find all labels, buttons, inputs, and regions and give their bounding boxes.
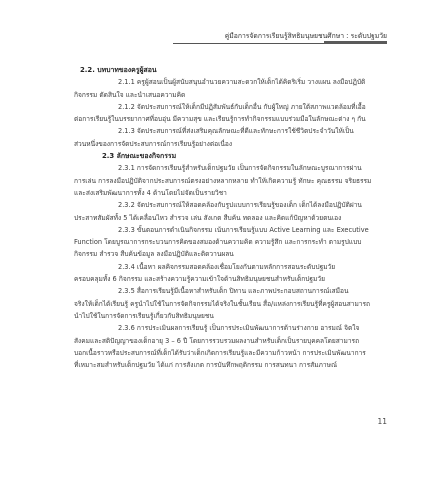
text-line: ที่เหมาะสมสำหรับเด็กปฐมวัย ได้แก่ การสังเกต การบันทึกพฤติกรรม การสนทนา การสัมภาษณ์	[74, 361, 338, 370]
text-line: ต่อการเรียนรู้ในบรรยากาศที่อบอุ่น มีความสุข และเรียนรู้การทำกิจกรรมแบบร่วมมือในลักษณะต่าง ๆ กัน	[74, 115, 366, 124]
body-text	[74, 64, 388, 371]
text-line: 2.3.5 สื่อการเรียนรู้มีเนื้อหาสำหรับเด็ก ปิทาน และภาพประกอบสถานการณ์เสมือน	[118, 287, 349, 296]
text-line: 2.3.3 ขั้นตอนการดำเนินกิจกรรม เน้นการเรียนรู้แบบ Active Learning และ Executive	[118, 225, 369, 234]
section-heading: 2.3 ลักษณะของกิจกรรม	[102, 152, 177, 161]
section-heading: 2.2. บทบาทของครูผู้สอน	[80, 66, 157, 74]
text-line: 2.3.4 เนื้อหา ผลคิจกรรมสอดคล้องเชื่อมโยงกันตามหลักการสอนระดับปฐมวัย	[118, 262, 336, 271]
header-title: คู่มือการจัดการเรียนรู้สิทธิมนุษยชนศึกษา : ระดับปฐมวัย	[224, 32, 387, 40]
page-number: 11	[377, 417, 387, 426]
text-line: สังคมและสติปัญญาของเด็กอายุ 3 – 6 ปี โดยการรวบรวมผลงานสำหรับเด็กเป็นรายบุคคลโดยสามารถ	[74, 336, 360, 345]
text-line: ส่วนหนึ่งของการจัดประสบการณ์การเรียนรู้อย่างต่อเนื่อง	[74, 139, 233, 148]
text-line: กิจกรรม ตัดสินใจ และนำเสนอความคิด	[74, 90, 186, 99]
text-line: 2.3.1 การจัดการเรียนรู้สำหรับเด็กปฐมวัย เป็นการจัดกิจกรรมในลักษณะบูรณาการผ่าน	[118, 164, 362, 173]
text-line: การเล่น การลงมือปฏิบัติจากประสบการณ์ตรงอย่างหลากหลาย ทำให้เกิดความรู้ ทักษะ คุณธรรม จริยธรรม	[74, 176, 372, 185]
text-line: บอกเนื้อราวหรือประสบการณ์ที่เด็กได้รับว่าเด็กเกิดการเรียนรู้และมีความก้าวหน้า การประเมินพัฒนาการ	[74, 348, 366, 357]
text-line: จริงให้เด็กได้เรียนรู้ ครูนำไปใช้ในการจัดกิจกรรมได้จริงในชั้นเรียน สื่อ/แหล่งการเรียนรู้ที่ครูผู้สอนสามารถ	[74, 299, 371, 308]
page-header	[0, 26, 427, 46]
text-line: 2.1.2 จัดประสบการณ์ให้เด็กมีปฏิสัมพันธ์กับเด็กอื่น กับผู้ใหญ่ ภายใต้สภาพแวดล้อมที่เอื้อ	[118, 102, 366, 111]
text-line: 2.3.6 การประเมินผลการเรียนรู้ เป็นการประเมินพัฒนาการด้านร่างกาย อารมณ์ จิตใจ	[118, 324, 360, 333]
text-line: Function โดยบูรณาการกระบวนการคิดของสมองด้านความคิด ความรู้สึก และการกระทำ ตามรูปแบบ	[74, 238, 362, 247]
text-line: ประสาทสัมผัสทั้ง 5 ได้เคลื่อนไหว สำรวจ เล่น สังเกต สืบค้น ทดลอง และคิดแก้ปัญหาด้วยตนเอง	[74, 213, 342, 222]
text-line: 2.3.2 จัดประสบการณ์ให้สอดคล้องกับรูปแบบการเรียนรู้ของเด็ก เด็กได้ลงมือปฏิบัติผ่าน	[118, 201, 362, 210]
text-line: 2.1.1 ครูผู้สอนเป็นผู้สนับสนุนอำนวยความสะดวกให้เด็กได้คิดริเริ่ม วางแผน ลงมือปฏิบัติ	[118, 78, 366, 87]
text-line: นำไปใช้ในการจัดการเรียนรู้เกี่ยวกับสิทธิมนุษยชน	[74, 311, 214, 320]
text-line: และส่งเสริมพัฒนาการทั้ง 4 ด้านโดยไม่จัดเป็นรายวิชา	[74, 188, 227, 197]
text-line: 2.1.3 จัดประสบการณ์ที่ส่งเสริมคุณลักษณะที่ดีและทักษะการใช้ชีวิตประจำวันให้เป็น	[118, 127, 354, 136]
text-line: ครอบคลุมทั้ง 6 กิจกรรม และสร้างความรู้ความเข้าใจด้านสิทธิมนุษยชนสำหรับเด็กปฐมวัย	[74, 275, 325, 284]
header-accent-bar	[324, 41, 387, 44]
text-line: กิจกรรม สำรวจ สืบค้นข้อมูล ลงมือปฏิบัติและติดวานผลน	[74, 250, 234, 259]
